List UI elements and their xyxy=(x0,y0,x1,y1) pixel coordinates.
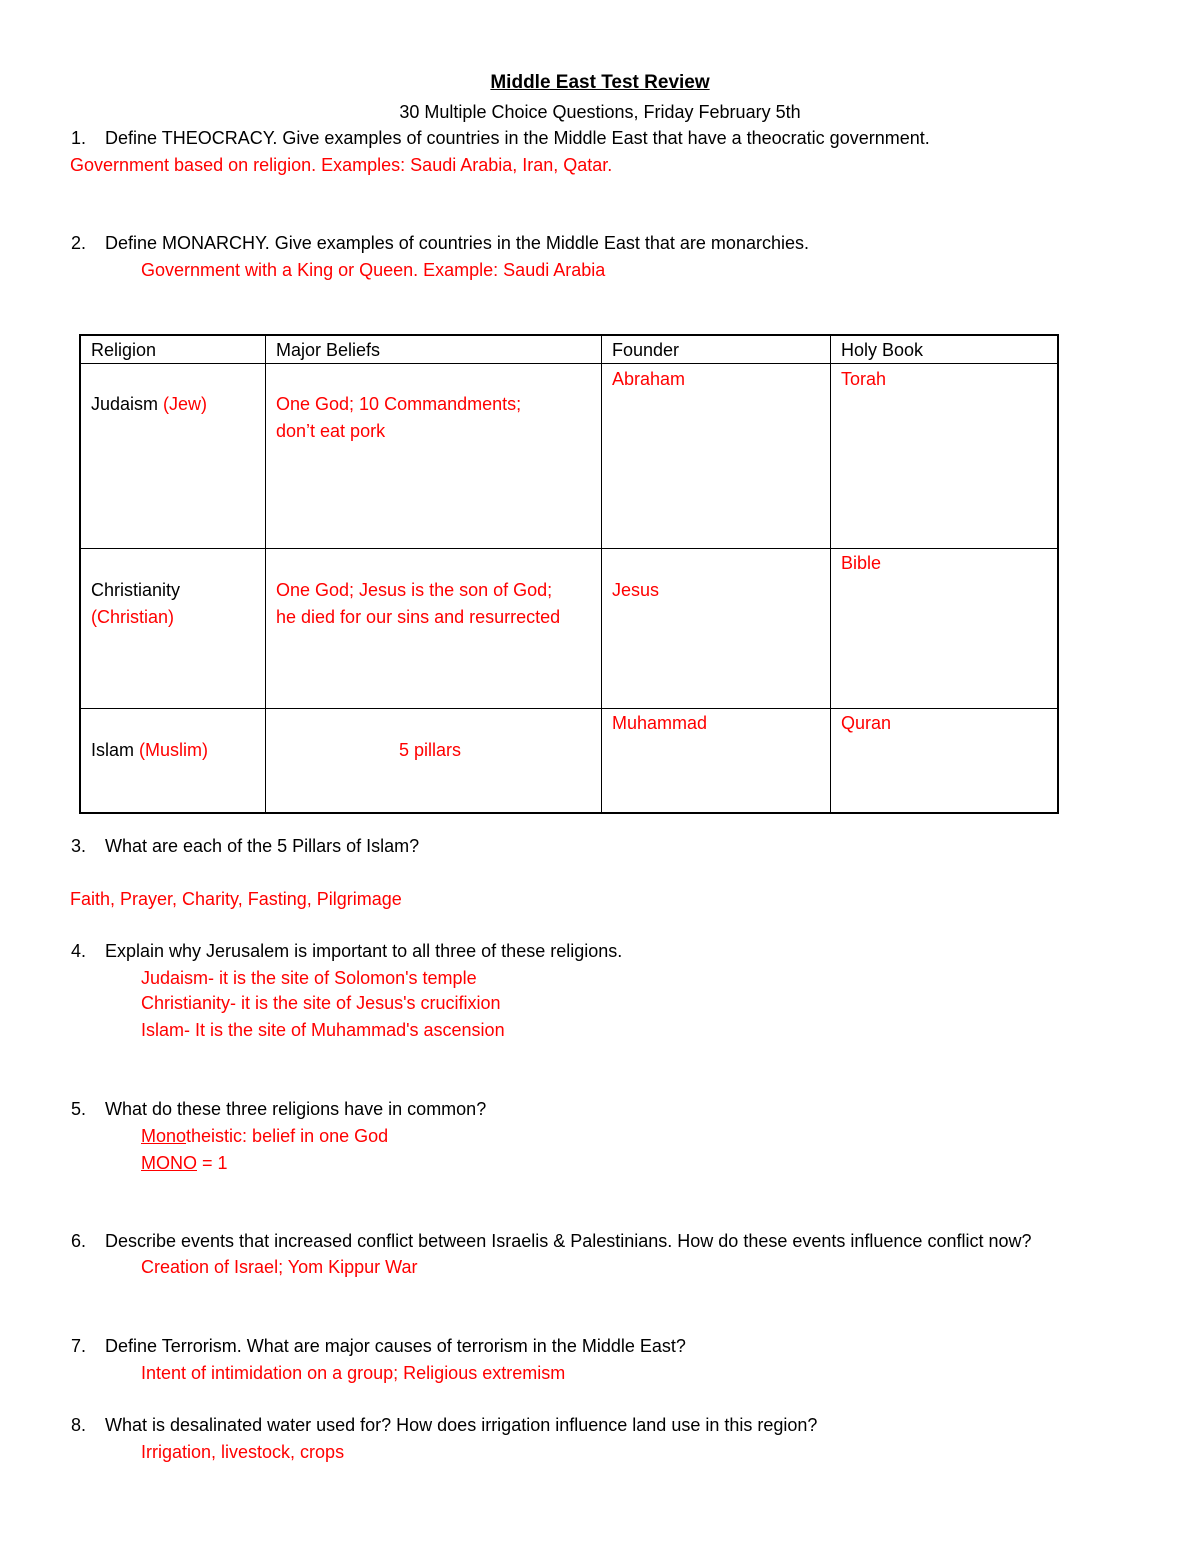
table-row-beliefs: One God; Jesus is the son of God; xyxy=(276,580,553,600)
question-3-answer: Faith, Prayer, Charity, Fasting, Pilgrimage xyxy=(70,889,402,909)
question-8-text: What is desalinated water used for? How does irrigation influence land use in this region? xyxy=(105,1415,818,1435)
question-1-answer: Government based on religion. Examples: Saudi Arabia, Iran, Qatar. xyxy=(70,155,613,175)
table-row-beliefs: he died for our sins and resurrected xyxy=(276,607,561,627)
table-row-beliefs: One God; 10 Commandments; xyxy=(276,394,522,414)
underlined-prefix: MONO xyxy=(141,1153,197,1173)
underlined-prefix: Mono xyxy=(141,1126,187,1146)
table-divider xyxy=(265,336,266,812)
table-divider xyxy=(81,548,1057,549)
religions-table xyxy=(79,334,1059,814)
question-number: 3. xyxy=(71,836,87,856)
question-2-answer: Government with a King or Queen. Example: Saudi Arabia xyxy=(141,260,606,280)
question-5-answer xyxy=(141,1125,388,1147)
question-number: 4. xyxy=(71,941,87,961)
table-row-holy-book: Torah xyxy=(841,369,887,389)
question-4-text: Explain why Jerusalem is important to all three of these religions. xyxy=(105,941,623,961)
question-6-answer: Creation of Israel; Yom Kippur War xyxy=(141,1257,418,1277)
question-number: 8. xyxy=(71,1415,87,1435)
question-7-answer: Intent of intimidation on a group; Religious extremism xyxy=(141,1363,566,1383)
table-header-founder: Founder xyxy=(612,340,680,360)
table-divider xyxy=(601,336,602,812)
question-7-text: Define Terrorism. What are major causes of terrorism in the Middle East? xyxy=(105,1336,686,1356)
table-row-holy-book: Bible xyxy=(841,553,882,573)
table-row-founder: Abraham xyxy=(612,369,686,389)
question-number: 5. xyxy=(71,1099,87,1119)
table-row-religion: Christianity xyxy=(91,580,181,600)
religion-name: Judaism xyxy=(91,394,159,414)
table-row-founder: Jesus xyxy=(612,580,660,600)
question-6-text: Describe events that increased conflict between Israelis & Palestinians. How do these events influence conflict now? xyxy=(105,1231,1032,1251)
question-4-answer: Judaism- it is the site of Solomon's temple xyxy=(141,968,477,988)
table-row-holy-book: Quran xyxy=(841,713,892,733)
question-8-answer: Irrigation, livestock, crops xyxy=(141,1442,345,1462)
page-subtitle: 30 Multiple Choice Questions, Friday February 5th xyxy=(399,102,801,122)
question-4-answer: Christianity- it is the site of Jesus's crucifixion xyxy=(141,993,501,1013)
table-row-beliefs: 5 pillars xyxy=(399,740,462,760)
question-5-answer xyxy=(141,1152,228,1174)
question-1-text: Define THEOCRACY. Give examples of countries in the Middle East that have a theocratic government. xyxy=(105,128,930,148)
table-header-holy-book: Holy Book xyxy=(841,340,924,360)
question-number: 1. xyxy=(71,128,87,148)
question-number: 6. xyxy=(71,1231,87,1251)
table-row-founder: Muhammad xyxy=(612,713,708,733)
religion-name: Islam xyxy=(91,740,135,760)
answer-rest: theistic: belief in one God xyxy=(186,1126,389,1146)
question-number: 2. xyxy=(71,233,87,253)
table-header-beliefs: Major Beliefs xyxy=(276,340,381,360)
table-header-religion: Religion xyxy=(91,340,157,360)
religion-adherent: (Jew) xyxy=(163,394,208,414)
religion-adherent: (Christian) xyxy=(91,607,175,627)
answer-rest: = 1 xyxy=(197,1153,228,1173)
question-5-text: What do these three religions have in common? xyxy=(105,1099,487,1119)
table-row-beliefs: don’t eat pork xyxy=(276,421,386,441)
question-2-text: Define MONARCHY. Give examples of countries in the Middle East that are monarchies. xyxy=(105,233,809,253)
table-row-religion xyxy=(91,737,208,764)
question-4-answer: Islam- It is the site of Muhammad's ascension xyxy=(141,1020,505,1040)
table-divider xyxy=(81,708,1057,709)
table-row-religion xyxy=(91,391,207,418)
religion-adherent: (Muslim) xyxy=(139,740,209,760)
table-divider xyxy=(830,336,831,812)
question-3-text: What are each of the 5 Pillars of Islam? xyxy=(105,836,420,856)
question-number: 7. xyxy=(71,1336,87,1356)
page-title: Middle East Test Review xyxy=(490,72,710,93)
